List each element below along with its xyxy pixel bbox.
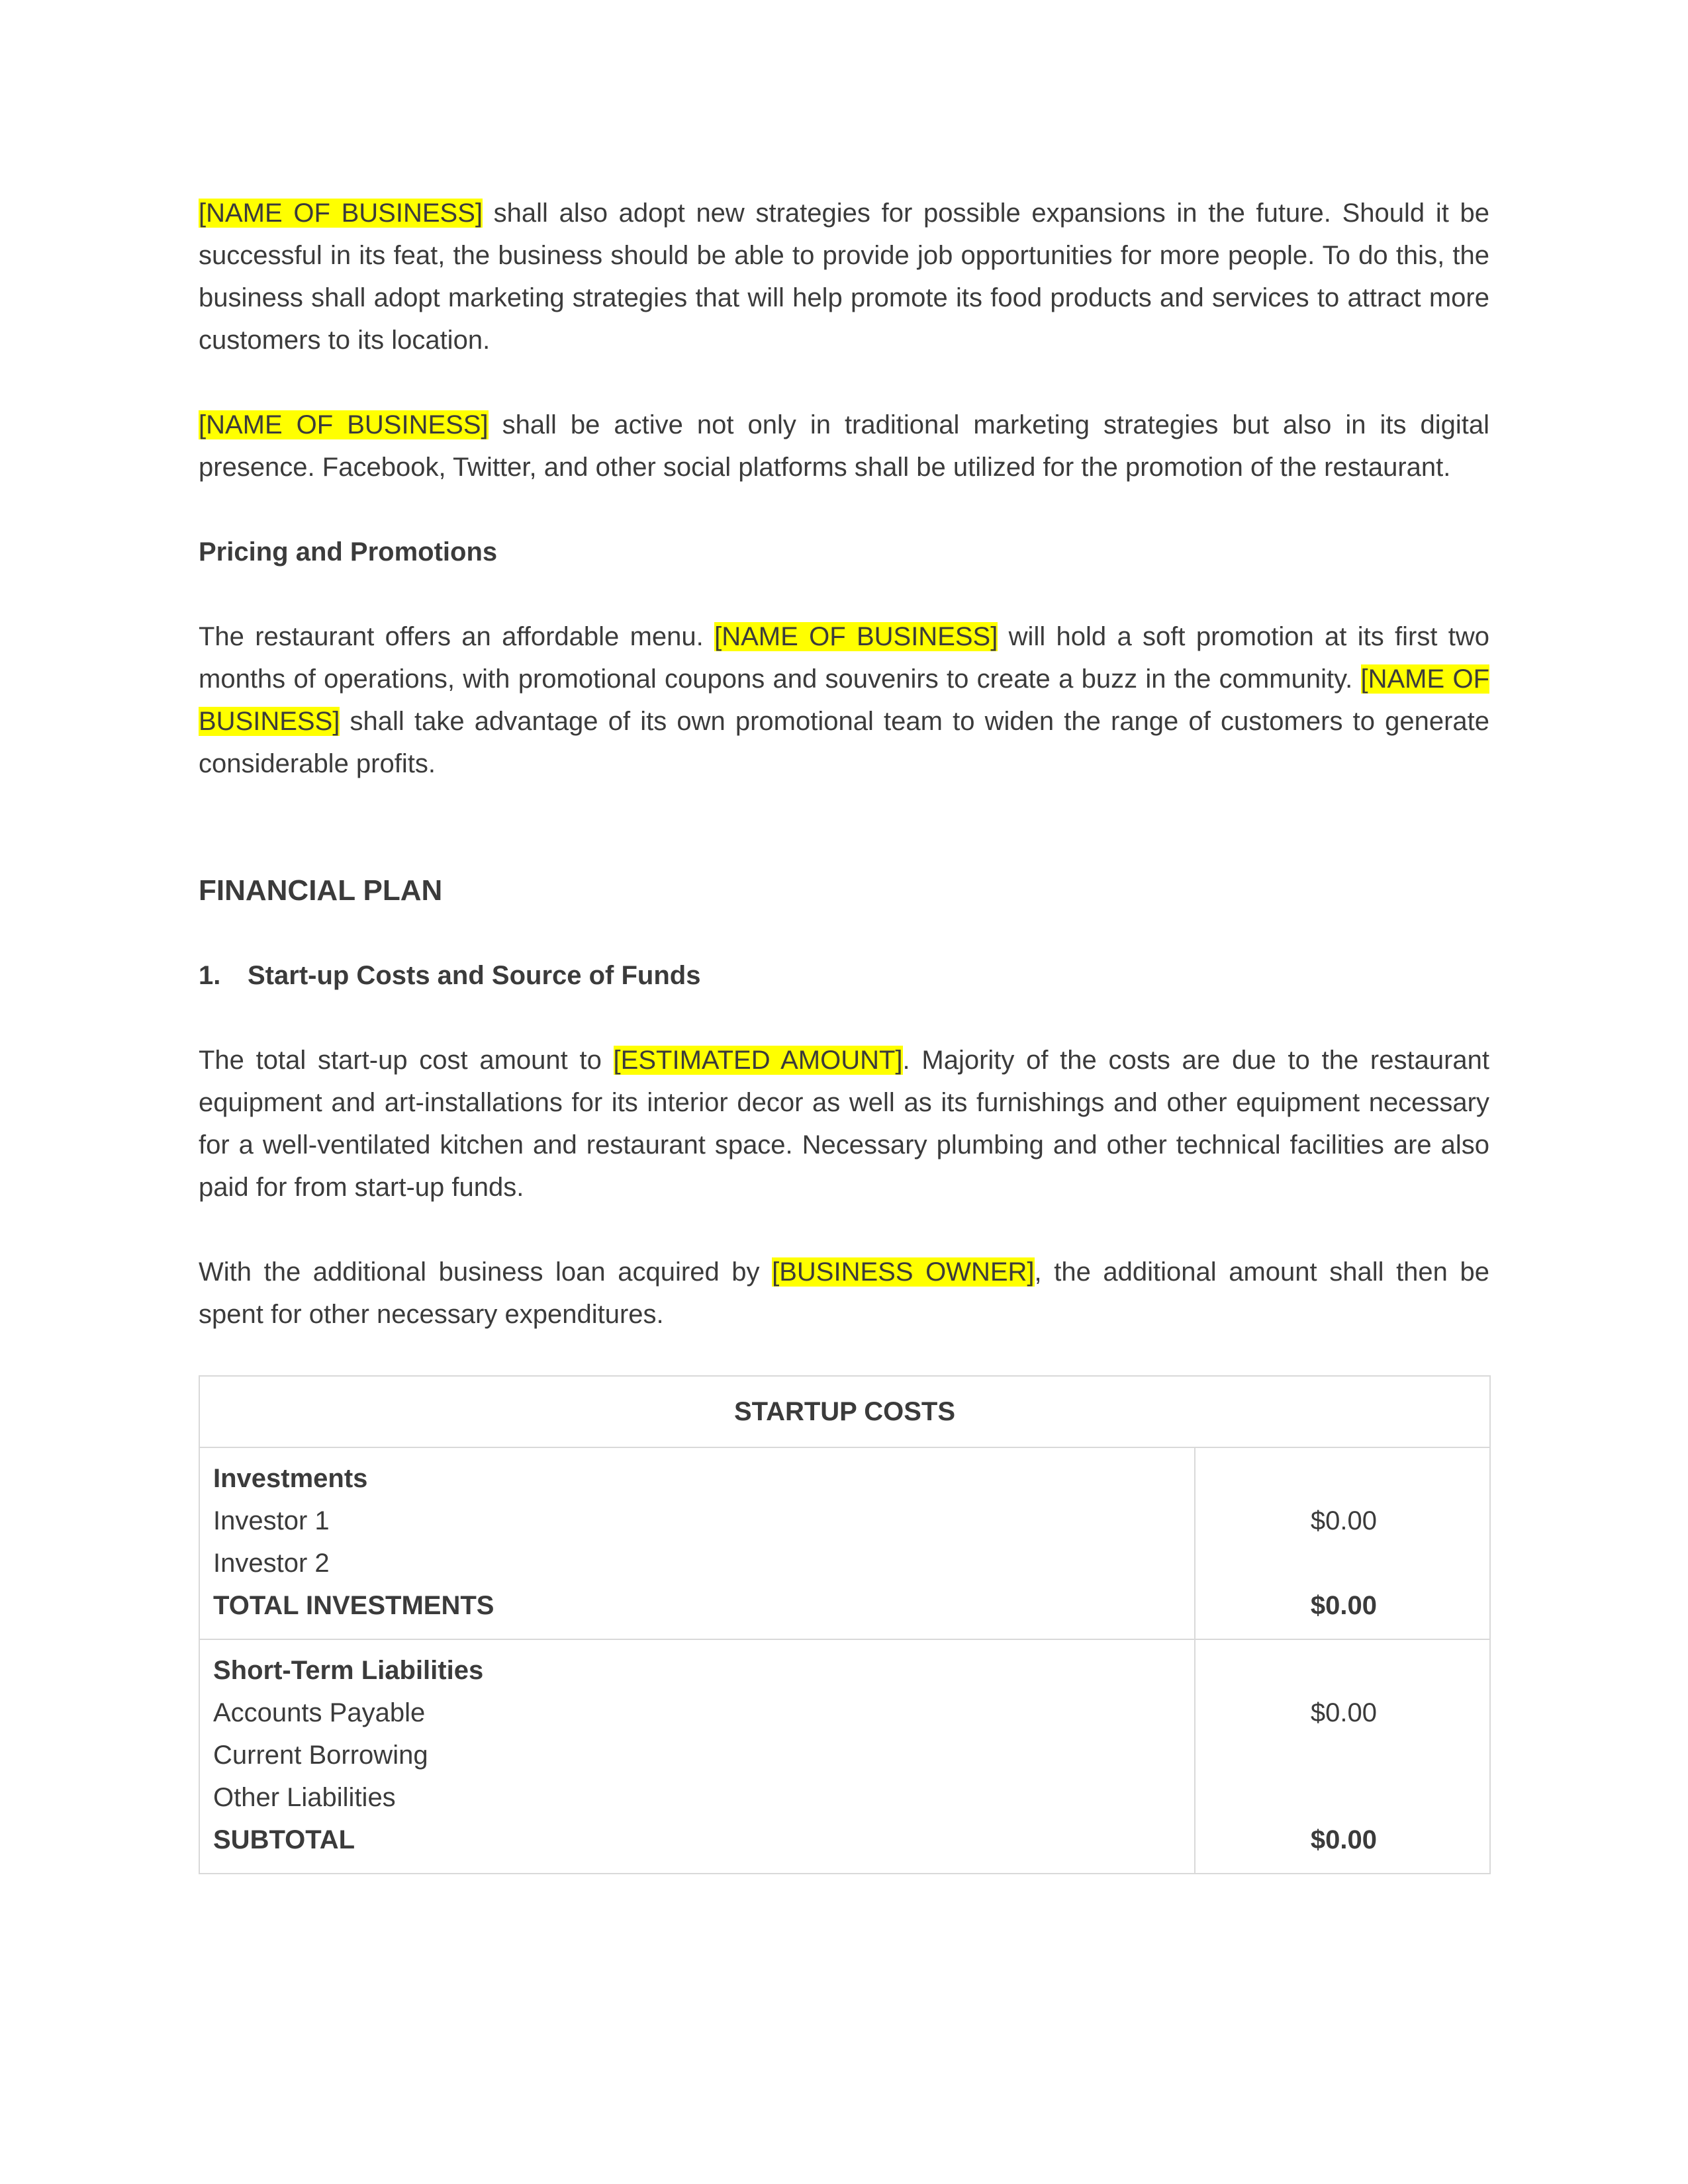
section-title: Start-up Costs and Source of Funds xyxy=(248,961,701,990)
other-liabilities-label: Other Liabilities xyxy=(213,1783,396,1812)
total-investments-label: TOTAL INVESTMENTS xyxy=(213,1591,494,1620)
paragraph-startup-cost xyxy=(199,1039,1489,1208)
placeholder-business-owner: [BUSINESS OWNER] xyxy=(772,1257,1035,1287)
heading-financial-plan: FINANCIAL PLAN xyxy=(199,874,443,907)
table-title-row xyxy=(199,1376,1490,1447)
heading-pricing-promotions: Pricing and Promotions xyxy=(199,537,498,567)
paragraph-text: . Majority of the costs are due to the restaurant equipment and art-installations for its interior decor as well as its furnishings and other equipment necessary for a well-ventilated kitchen and restaurant space. Necessary plumbing and other technical facilities are also paid for from start-up funds. xyxy=(199,1046,1490,1202)
placeholder-business-name: [NAME OF BUSINESS] xyxy=(199,410,489,439)
startup-costs-table xyxy=(199,1375,1491,1874)
paragraph-digital-presence xyxy=(199,404,1489,488)
accounts-payable-label: Accounts Payable xyxy=(213,1698,426,1727)
investor-2-label: Investor 2 xyxy=(213,1549,330,1578)
subtotal-label: SUBTOTAL xyxy=(213,1825,355,1854)
investor-1-label: Investor 1 xyxy=(213,1506,330,1535)
table-row-liabilities xyxy=(199,1639,1490,1874)
table-title: STARTUP COSTS xyxy=(199,1376,1490,1447)
investments-heading: Investments xyxy=(213,1464,368,1493)
section-number: 1. xyxy=(199,961,221,990)
accounts-payable-value: $0.00 xyxy=(1310,1698,1377,1727)
paragraph-pricing xyxy=(199,615,1489,785)
paragraph-text: The restaurant offers an affordable menu. xyxy=(199,622,715,651)
document-page xyxy=(199,192,1489,1874)
investments-values xyxy=(1195,1447,1490,1639)
paragraph-text: With the additional business loan acquired by xyxy=(199,1257,773,1287)
investments-labels xyxy=(199,1447,1195,1639)
investor-1-value: $0.00 xyxy=(1310,1506,1377,1535)
placeholder-business-name: [NAME OF BUSINESS] xyxy=(199,199,483,228)
paragraph-text: The total start-up cost amount to xyxy=(199,1046,614,1075)
paragraph-text: shall be active not only in traditional marketing strategies but also in its digital presence. Facebook, Twitter, and other social platforms shall be utilized for the promotion of the restaurant. xyxy=(199,410,1490,482)
heading-startup-costs-section xyxy=(199,954,1489,997)
subtotal-value: $0.00 xyxy=(1310,1825,1377,1854)
current-borrowing-label: Current Borrowing xyxy=(213,1741,428,1770)
paragraph-text: , the additional amount shall then be spent for other necessary expenditures. xyxy=(199,1257,1489,1329)
liabilities-values xyxy=(1195,1639,1490,1874)
paragraph-text: shall take advantage of its own promotional team to widen the range of customers to generate considerable profits. xyxy=(199,707,1489,778)
placeholder-business-name: [NAME OF BUSINESS] xyxy=(199,664,1490,736)
placeholder-estimated-amount: [ESTIMATED AMOUNT] xyxy=(613,1046,903,1075)
table-row-investments xyxy=(199,1447,1490,1639)
total-investments-value: $0.00 xyxy=(1310,1591,1377,1620)
placeholder-business-name: [NAME OF BUSINESS] xyxy=(714,622,998,651)
liabilities-heading: Short-Term Liabilities xyxy=(213,1656,484,1685)
paragraph-expansion xyxy=(199,192,1489,361)
paragraph-business-loan xyxy=(199,1251,1489,1336)
paragraph-text: shall also adopt new strategies for possible expansions in the future. Should it be successful in its feat, the business should be able to provide job opportunities for more people. To do this, the business shall adopt marketing strategies that will help promote its food products and services to attract more customers to its location. xyxy=(199,199,1489,355)
paragraph-text: will hold a soft promotion at its first two months of operations, with promotional coupons and souvenirs to create a buzz in the community. xyxy=(199,622,1489,694)
liabilities-labels xyxy=(199,1639,1195,1874)
